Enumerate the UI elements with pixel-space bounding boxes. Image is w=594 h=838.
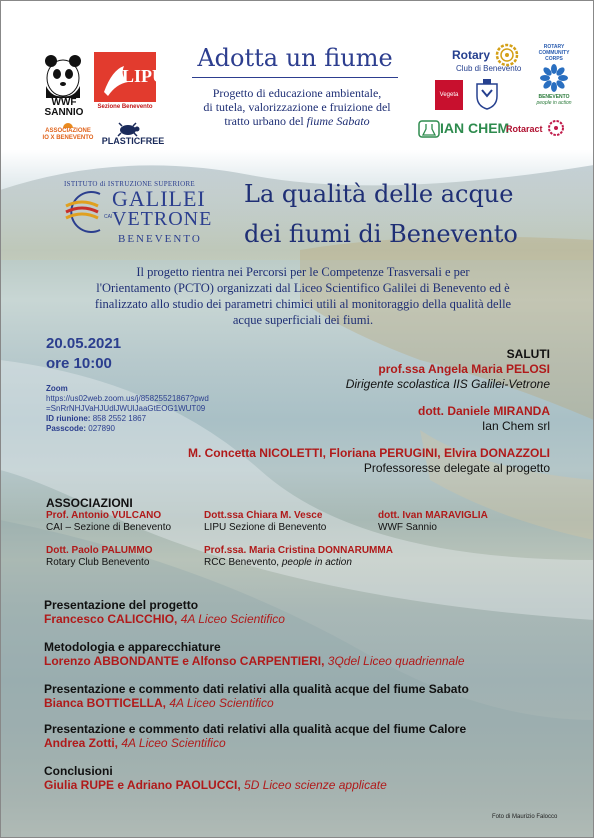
rotaract-wheel-icon	[548, 120, 564, 136]
speaker-role: Dirigente scolastica IIS Galilei-Vetrone	[345, 377, 550, 391]
intro-line-3: finalizzato allo studio dei parametri chimici utili al monitoraggio della qualità delle	[94, 297, 512, 311]
rcc-logo-text: ROTARY COMMUNITY CORPS	[538, 44, 570, 62]
associazioni-heading: ASSOCIAZIONI	[46, 496, 133, 510]
rcc-tagline: people in action	[536, 100, 572, 106]
headline	[244, 174, 544, 254]
iox-line1: ASSOCIAZIONE	[45, 128, 91, 134]
agenda-speaker-line	[44, 736, 564, 750]
association-org: Rotary Club Benevento	[46, 557, 150, 568]
agenda-detail: 4A Liceo Scientifico	[118, 736, 226, 750]
agenda-speaker-line	[44, 696, 564, 710]
intro-line-2: l'Orientamento (PCTO) organizzati dal Liceo Scientifico Galilei di Benevento ed è	[96, 281, 510, 295]
headline-line-2: dei fiumi di Benevento	[244, 220, 518, 248]
wwf-logo-text	[40, 98, 88, 118]
rcc-emblem-icon	[540, 64, 568, 92]
association-org	[204, 557, 393, 569]
lipu-section-label: Sezione Benevento	[97, 104, 153, 110]
association-org-name: RCC Benevento,	[204, 557, 282, 568]
speaker-2	[250, 404, 550, 434]
association-person: dott. Ivan MARAVIGLIA	[378, 510, 488, 521]
association-person: Prof. Antonio VULCANO	[46, 510, 162, 521]
association-person: Dott.ssa Chiara M. Vesce	[204, 510, 323, 521]
school-emblem-icon	[60, 188, 104, 236]
agenda-speaker-line	[44, 654, 564, 668]
zoom-url-line-1[interactable]: https://us02web.zoom.us/j/85825521867?pwd	[46, 394, 209, 403]
speaker-role: Ian Chem srl	[481, 419, 550, 433]
association-person: Prof.ssa. Maria Cristina DONNARUMMA	[204, 545, 393, 556]
title-underline	[192, 77, 398, 78]
agenda-detail: 5D Liceo scienze applicate	[240, 778, 387, 792]
zoom-passcode	[46, 424, 246, 434]
school-name-galilei: GALILEI	[112, 186, 206, 211]
rcc-city: BENEVENTO	[538, 94, 570, 100]
agenda-heading: Presentazione del progetto	[44, 598, 199, 612]
association-item	[46, 545, 152, 569]
school-top-line: ISTITUTO di ISTRUZIONE SUPERIORE	[64, 180, 195, 188]
lipu-logo	[94, 52, 166, 102]
turtle-icon	[116, 122, 140, 136]
agenda-heading: Metodologia e apparecchiature	[44, 640, 221, 654]
association-org: LIPU Sezione di Benevento	[204, 522, 327, 533]
subtitle-line-2: di tutela, valorizzazione e fruizione del	[203, 100, 391, 114]
agenda-speaker: Bianca BOTTICELLA,	[44, 696, 167, 710]
agenda-item	[44, 764, 564, 792]
agenda-speaker: Lorenzo ABBONDANTE e Alfonso CARPENTIERI,	[44, 654, 325, 668]
rotaract-logo-text: Rotaract	[506, 124, 543, 134]
zoom-info	[46, 384, 246, 434]
ianchem-logo-text: IAN CHEM	[440, 120, 510, 136]
plasticfree-logo: PLASTICFREE	[101, 136, 165, 146]
zoom-id-label: ID riunione:	[46, 414, 91, 423]
agenda-speaker-line	[44, 778, 564, 792]
association-item	[204, 510, 326, 534]
zoom-pass-label: Passcode:	[46, 424, 87, 433]
speaker-role: Professoresse delegate al progetto	[363, 461, 550, 475]
agenda-detail: 3Qdel Liceo quadriennale	[324, 654, 465, 668]
association-org: CAI – Sezione di Benevento	[46, 522, 172, 533]
speaker-1	[250, 362, 550, 392]
association-item	[46, 510, 171, 534]
association-person: Dott. Paolo PALUMMO	[46, 545, 153, 556]
association-item	[378, 510, 488, 534]
rotary-wheel-icon	[496, 44, 518, 66]
agenda-speaker: Andrea Zotti,	[44, 736, 118, 750]
lipu-logo-text: LIPU	[122, 66, 166, 86]
subtitle-line-1: Progetto di educazione ambientale,	[212, 86, 382, 100]
school-cai-label: CAI	[104, 214, 113, 220]
intro-line-1: Il progetto rientra nei Percorsi per le Competenze Trasversali e per	[136, 265, 470, 279]
wwf-panda-icon	[42, 52, 84, 98]
school-name-vetrone: VETRONE	[112, 208, 213, 230]
agenda-speaker-line	[44, 612, 564, 626]
iox-line2: IO X BENEVENTO	[42, 135, 94, 141]
ioxbenevento-logo	[38, 128, 98, 142]
lipu-bird-icon	[94, 52, 166, 102]
zoom-link[interactable]	[46, 394, 246, 414]
zoom-label: Zoom	[46, 384, 68, 393]
intro-paragraph	[44, 264, 562, 328]
agenda-item	[44, 722, 564, 750]
association-org-tagline: people in action	[281, 557, 352, 568]
agenda-item	[44, 598, 564, 626]
speaker-name: M. Concetta NICOLETTI, Floriana PERUGINI, Elvira DONAZZOLI	[187, 446, 550, 460]
event-time: ore 10:00	[46, 355, 112, 372]
wwf-name: WWF	[51, 97, 77, 108]
ianchem-flask-icon	[418, 120, 440, 138]
rotary-logo-text: Rotary	[452, 48, 491, 62]
agenda-item	[44, 682, 564, 710]
event-date: 20.05.2021	[46, 335, 122, 352]
school-city: BENEVENTO	[118, 233, 202, 245]
subtitle-line-3	[192, 114, 402, 128]
agenda-speaker: Francesco CALICCHIO,	[44, 612, 178, 626]
subtitle	[192, 86, 402, 128]
zoom-meeting-id	[46, 414, 246, 424]
event-datetime	[46, 334, 121, 374]
photo-credit: Foto di Maurizio Falocco	[492, 814, 558, 820]
subtitle-river: fiume Sabato	[306, 114, 370, 128]
agenda-detail: 4A Liceo Scientifico	[177, 612, 285, 626]
zoom-pass-value: 027890	[88, 424, 115, 433]
speaker-name: dott. Daniele MIRANDA	[418, 404, 550, 418]
association-item	[204, 545, 393, 569]
wwf-sannio: SANNIO	[44, 107, 84, 118]
saluti-heading: SALUTI	[506, 347, 550, 361]
speaker-3	[100, 446, 550, 476]
agenda-item	[44, 640, 564, 668]
agenda-detail: 4A Liceo Scientifico	[166, 696, 274, 710]
rotary-club-label: Club di Benevento	[456, 64, 522, 73]
subtitle-line-3-prefix: tratto urbano del	[224, 114, 307, 128]
association-org: WWF Sannio	[378, 522, 437, 533]
agenda-heading: Presentazione e commento dati relativi alla qualità acque del fiume Calore	[44, 722, 467, 736]
speaker-name: prof.ssa Angela Maria PELOSI	[378, 362, 550, 376]
rcc-city-label	[530, 94, 578, 106]
vegeta-logo: Vegeta	[435, 80, 463, 110]
intro-line-4: acque superficiali dei fiumi.	[232, 313, 374, 327]
agenda-heading: Presentazione e commento dati relativi alla qualità acque del fiume Sabato	[44, 682, 469, 696]
zoom-url-line-2[interactable]: =SnRrNHJVaHJUdlJWUlJaaGtEOG1WUT09	[46, 404, 206, 413]
headline-line-1: La qualità delle acque	[244, 180, 514, 208]
zoom-id-value: 858 2552 1867	[92, 414, 147, 423]
sun-icon	[62, 118, 74, 128]
crest-icon	[474, 78, 500, 110]
agenda-heading: Conclusioni	[44, 764, 113, 778]
page-title: Adotta un fiume	[197, 44, 393, 72]
agenda-speaker: Giulia RUPE e Adriano PAOLUCCI,	[44, 778, 241, 792]
